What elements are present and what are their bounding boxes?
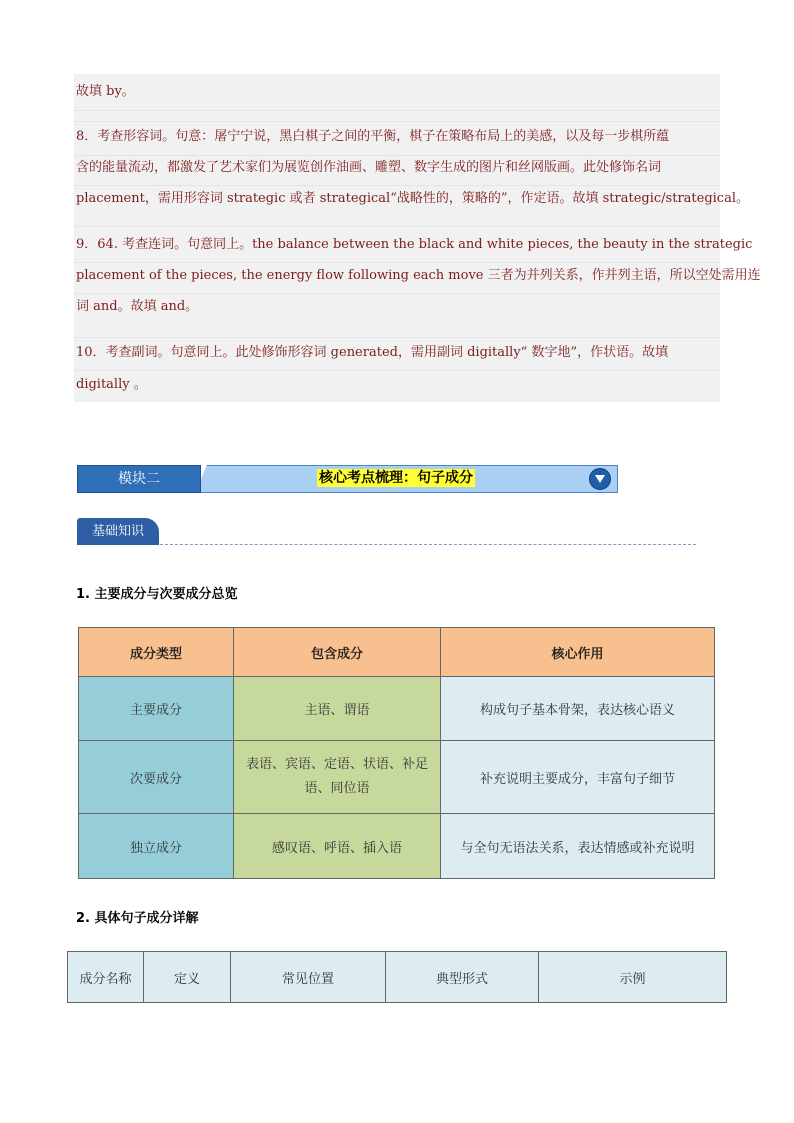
answer-line: digitally 。 [76,377,147,392]
table-header-row [79,628,715,677]
table-header-row [68,952,727,1003]
table-cell: 独立成分 [79,814,234,879]
answer-line: placement，需用形容词 strategic 或者 strategical“战略性的，策略的”，作定语。故填 strategic/strategical。 [76,191,749,206]
table-cell: 补充说明主要成分，丰富句子细节 [441,741,715,814]
table-header-cell: 成分名称 [68,952,144,1003]
table-cell: 主要成分 [79,677,234,741]
section-heading: 1. 主要成分与次要成分总览 [76,587,238,602]
divider [74,337,720,338]
divider [74,370,720,371]
table-header-cell: 常见位置 [231,952,386,1003]
section-divider [160,544,696,545]
table-cell: 感叹语、呼语、插入语 [234,814,441,879]
table-cell: 构成句子基本骨架，表达核心语义 [441,677,715,741]
answer-line: 8．考查形容词。句意：屠宁宁说，黑白棋子之间的平衡，棋子在策略布局上的美感，以及每一步棋所蕴 [76,129,670,144]
section-heading: 2. 具体句子成分详解 [76,911,199,926]
divider [74,185,720,186]
module-title: 核心考点梳理：句子成分 [319,470,473,486]
section-tag: 基础知识 [77,518,159,545]
table-header-cell: 包含成分 [234,628,441,677]
table-cell: 次要成分 [79,741,234,814]
divider [74,110,720,111]
table-cell: 表语、宾语、定语、状语、补足语、同位语 [234,741,441,814]
table-cell: 与全句无语法关系，表达情感或补充说明 [441,814,715,879]
divider [74,226,720,227]
table-header-cell: 典型形式 [386,952,539,1003]
components-overview-table [78,627,715,879]
table-cell: 主语、谓语 [234,677,441,741]
table-header-cell: 核心作用 [441,628,715,677]
answer-line: 9．64. 考查连词。句意同上。the balance between the black and white pieces, the beauty in the strategic [76,237,753,252]
module-label: 模块二 [77,465,201,493]
divider [74,121,720,122]
table-row [79,677,715,741]
answer-line: 词 and。故填 and。 [76,299,199,314]
chevron-down-circle-icon[interactable] [589,468,611,490]
table-row [79,814,715,879]
answer-line: 10．考查副词。句意同上。此处修饰形容词 generated，需用副词 digitally“ 数字地”，作状语。故填 [76,345,669,360]
divider [74,262,720,263]
answer-line: 故填 by。 [76,84,135,99]
answer-line: placement of the pieces, the energy flow following each move 三者为并列关系，作并列主语，所以空处需用连 [76,268,761,283]
divider [74,293,720,294]
divider [74,155,720,156]
table-header-cell: 示例 [539,952,727,1003]
table-header-cell: 定义 [144,952,231,1003]
table-row [79,741,715,814]
table-header-cell: 成分类型 [79,628,234,677]
answer-line: 含的能量流动，都激发了艺术家们为展览创作油画、雕塑、数字生成的图片和丝网版画。此处修饰名词 [76,160,662,175]
components-detail-table [67,951,727,1003]
module-banner [77,465,618,493]
